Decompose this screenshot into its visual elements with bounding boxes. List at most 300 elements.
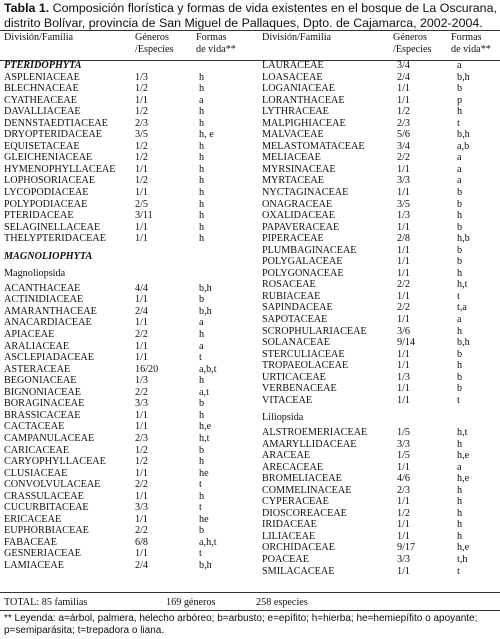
life-form: b — [457, 383, 463, 395]
family-name: GLEICHENIACEAE — [4, 152, 93, 164]
family-name: LOPHOSORIACEAE — [4, 175, 96, 187]
table-row — [4, 341, 254, 353]
genera-species: 1/1 — [397, 383, 411, 395]
table-row — [4, 410, 254, 422]
life-form: h — [199, 409, 205, 421]
table-row — [262, 95, 498, 107]
totals-rule — [0, 610, 500, 611]
genera-species: 1/1 — [397, 187, 411, 199]
family-name: STERCULIACEAE — [262, 348, 345, 360]
genera-species: 6/8 — [135, 536, 149, 548]
life-form: h — [199, 233, 205, 245]
genera-species: 1/3 — [135, 375, 149, 387]
table-row — [4, 199, 254, 211]
genera-species: 1/1 — [397, 83, 411, 95]
family-name: ACTINIDIACEAE — [4, 294, 84, 306]
family-name: TROPAEOLACEAE — [262, 360, 349, 372]
heading-text: Liliopsida — [262, 412, 304, 424]
table-row — [262, 256, 498, 268]
left-header — [4, 30, 254, 60]
life-form: a — [457, 163, 462, 175]
table-row — [262, 427, 498, 439]
division-heading — [4, 60, 254, 72]
table-row — [4, 548, 254, 560]
family-name: BORAGINACEAE — [4, 398, 85, 410]
family-name: IRIDACEAE — [262, 519, 317, 531]
table-row — [262, 314, 498, 326]
right-body — [262, 60, 498, 577]
genera-species: 1/2 — [135, 106, 149, 118]
table-row — [262, 519, 498, 531]
genera-species: 1/1 — [397, 221, 411, 233]
family-name: CARYOPHYLLACEAE — [4, 456, 106, 468]
genera-species: 1/2 — [135, 444, 149, 456]
header-generos — [135, 32, 173, 55]
table-row — [262, 462, 498, 474]
family-name: LAMIACEAE — [4, 559, 64, 571]
family-name: MYRSINACEAE — [262, 163, 336, 175]
life-form: h — [199, 163, 205, 175]
genera-species: 1/1 — [135, 548, 149, 560]
header-formas-right — [451, 32, 491, 55]
genera-species: 2/2 — [397, 152, 411, 164]
life-form: h — [457, 106, 463, 118]
table-row — [262, 233, 498, 245]
table-row — [4, 106, 254, 118]
life-form: t — [199, 352, 202, 364]
genera-species: 1/1 — [397, 314, 411, 326]
table-row — [4, 72, 254, 84]
header-formas — [196, 32, 236, 55]
table-row — [262, 222, 498, 234]
table-row — [262, 129, 498, 141]
family-name: DIOSCOREACEAE — [262, 507, 347, 519]
life-form: t — [199, 502, 202, 514]
table-row — [4, 83, 254, 95]
life-form: a — [457, 175, 462, 187]
genera-species: 1/2 — [135, 140, 149, 152]
genera-species: 1/1 — [397, 94, 411, 106]
genera-species: 16/20 — [135, 363, 159, 375]
family-name: MELIACEAE — [262, 152, 321, 164]
table-row — [262, 210, 498, 222]
table-row — [4, 233, 254, 245]
family-name: CUCURBITACEAE — [4, 502, 89, 514]
genera-species: 1/1 — [135, 340, 149, 352]
genera-species: 1/1 — [135, 467, 149, 479]
genera-species: 2/2 — [397, 302, 411, 314]
genera-species: 3/11 — [135, 210, 153, 222]
genera-species: 1/1 — [135, 94, 149, 106]
family-name: OXALIDACEAE — [262, 210, 335, 222]
life-form: t — [199, 548, 202, 560]
table-row — [4, 375, 254, 387]
genera-species: 1/1 — [397, 163, 411, 175]
family-name: SCROPHULARIACEAE — [262, 325, 367, 337]
family-name: ONAGRACEAE — [262, 198, 333, 210]
life-form: b,h — [199, 559, 212, 571]
table-row — [262, 439, 498, 451]
family-name: POACEAE — [262, 553, 309, 565]
genera-species: 2/5 — [135, 198, 149, 210]
life-form: b — [199, 294, 205, 306]
table-row — [262, 291, 498, 303]
family-name: CRASSULACEAE — [4, 490, 84, 502]
family-name: BLECHNACEAE — [4, 83, 79, 95]
table-row — [262, 152, 498, 164]
life-form: b — [457, 198, 463, 210]
table-row — [262, 199, 498, 211]
life-form: h — [457, 267, 463, 279]
header-familia: División/Familia — [4, 32, 74, 43]
total-familias: TOTAL: 85 familias — [4, 597, 88, 608]
genera-species: 3/4 — [397, 60, 411, 71]
family-name: ASTERACEAE — [4, 363, 71, 375]
family-name: POLYPODIACEAE — [4, 198, 88, 210]
life-form: h,e — [457, 450, 470, 462]
genera-species: 5/6 — [397, 129, 411, 141]
genera-species: 3/5 — [135, 129, 149, 141]
table-row — [4, 364, 254, 376]
genera-species: 2/3 — [135, 117, 149, 129]
family-name: ALSTROEMERIACEAE — [262, 426, 368, 438]
life-form: h — [199, 490, 205, 502]
table-row — [4, 317, 254, 329]
life-form: h — [199, 198, 205, 210]
table-row — [4, 152, 254, 164]
family-name: BROMELIACEAE — [262, 473, 342, 485]
family-name: ROSACEAE — [262, 279, 316, 291]
family-name: CONVOLVULACEAE — [4, 479, 101, 491]
genera-species: 1/3 — [397, 210, 411, 222]
genera-species: 4/4 — [135, 282, 149, 294]
right-column — [262, 30, 498, 577]
family-name: CYPERACEAE — [262, 496, 329, 508]
genera-species: 2/3 — [135, 432, 149, 444]
life-form: b — [457, 187, 463, 199]
genera-species: 1/3 — [397, 371, 411, 383]
life-form: h — [199, 221, 205, 233]
genera-species: 1/1 — [397, 348, 411, 360]
genera-species: 3/3 — [397, 553, 411, 565]
table-row — [262, 531, 498, 543]
genera-species: 3/6 — [397, 325, 411, 337]
genera-species: 2/2 — [135, 479, 149, 491]
table-row — [262, 187, 498, 199]
family-name: BRASSICACEAE — [4, 409, 81, 421]
genera-species: 1/1 — [397, 244, 411, 256]
family-name: SAPINDACEAE — [262, 302, 333, 314]
table-row — [4, 129, 254, 141]
table-row — [4, 491, 254, 503]
life-form: b — [457, 83, 463, 95]
life-form: h — [457, 438, 463, 450]
table-row — [4, 537, 254, 549]
life-form: h — [199, 83, 205, 95]
life-form: h — [457, 530, 463, 542]
life-form: b — [457, 221, 463, 233]
family-name: LYCOPODIACEAE — [4, 187, 89, 199]
class-heading — [262, 412, 498, 424]
life-form: t — [457, 117, 460, 129]
total-especies: 258 especies — [256, 597, 308, 608]
table-row — [262, 175, 498, 187]
life-form: p — [457, 94, 463, 106]
life-form: a — [199, 317, 204, 329]
family-name: LORANTHACEAE — [262, 94, 345, 106]
life-form: h,e — [457, 473, 470, 485]
family-name: AMARANTHACEAE — [4, 305, 97, 317]
family-name: CACTACEAE — [4, 421, 65, 433]
genera-species: 2/2 — [135, 386, 149, 398]
table-row — [4, 502, 254, 514]
family-name: COMMELINACEAE — [262, 484, 352, 496]
family-name: DAVALLIACEAE — [4, 106, 81, 118]
caption-text: Composición florística y formas de vida existentes en el bosque de La Oscurana, distrito Bolívar, provincia de San Miguel de Pallaques, Dpto. de Cajamarca, 2002-2004. — [4, 1, 497, 30]
life-form: a — [457, 152, 462, 164]
family-name: CARICACEAE — [4, 444, 70, 456]
life-form: h — [457, 519, 463, 531]
life-form: h,t — [457, 426, 468, 438]
family-name: CAMPANULACEAE — [4, 432, 95, 444]
family-name: CYATHEACEAE — [4, 94, 78, 106]
family-name: ARECACEAE — [262, 461, 324, 473]
genera-species: 1/2 — [135, 175, 149, 187]
family-name: ASCLEPIADACEAE — [4, 352, 94, 364]
heading-text: MAGNOLIOPHYTA — [4, 250, 93, 262]
genera-species: 2/4 — [135, 305, 149, 317]
life-form: h — [199, 456, 205, 468]
family-name: FABACEAE — [4, 536, 58, 548]
table-row — [4, 222, 254, 234]
life-form: h,e — [457, 542, 470, 554]
table-row — [4, 283, 254, 295]
life-form: t — [457, 290, 460, 302]
genera-species: 3/3 — [135, 502, 149, 514]
life-form: h — [199, 71, 205, 83]
genera-species: 1/1 — [135, 317, 149, 329]
table-row — [262, 60, 498, 72]
life-form: b,h — [199, 305, 212, 317]
table-row — [4, 514, 254, 526]
life-form: b,h — [457, 129, 470, 141]
genera-species: 1/1 — [135, 490, 149, 502]
life-form: b — [457, 256, 463, 268]
genera-species: 2/4 — [397, 71, 411, 83]
table-row — [262, 542, 498, 554]
table-caption — [4, 1, 498, 30]
life-form: h — [199, 329, 205, 341]
life-form: he — [199, 467, 209, 479]
table-row — [262, 118, 498, 130]
family-name: VITACEAE — [262, 394, 313, 406]
life-form: h — [199, 117, 205, 129]
header-generos-1-right: Géneros — [393, 32, 427, 43]
family-name: SOLANACEAE — [262, 337, 330, 349]
genera-species: 1/2 — [135, 83, 149, 95]
division-heading — [4, 251, 254, 263]
table-row — [4, 306, 254, 318]
life-form: h — [457, 210, 463, 222]
family-name: LILIACEAE — [262, 530, 316, 542]
family-name: ASPLENIACEAE — [4, 71, 80, 83]
family-name: GESNERIACEAE — [4, 548, 81, 560]
table-row — [4, 294, 254, 306]
table-row — [4, 445, 254, 457]
genera-species: 1/1 — [135, 233, 149, 245]
life-form: b,h — [457, 71, 470, 83]
table-row — [4, 118, 254, 130]
family-name: NYCTAGINACEAE — [262, 187, 349, 199]
table-row — [262, 383, 498, 395]
left-body — [4, 60, 254, 572]
table-row — [4, 210, 254, 222]
heading-text: PTERIDOPHYTA — [4, 60, 82, 71]
genera-species: 2/4 — [135, 559, 149, 571]
life-form: h — [199, 152, 205, 164]
table-row — [262, 83, 498, 95]
table-row — [4, 329, 254, 341]
genera-species: 1/1 — [397, 290, 411, 302]
life-form: h,t — [457, 279, 468, 291]
table-row — [4, 468, 254, 480]
genera-species: 4/6 — [397, 473, 411, 485]
genera-species: 1/3 — [135, 71, 149, 83]
family-name: PIPERACEAE — [262, 233, 324, 245]
genera-species: 1/1 — [397, 565, 411, 577]
table-row — [262, 473, 498, 485]
table-row — [262, 268, 498, 280]
family-name: POLYGALACEAE — [262, 256, 343, 268]
family-name: HYMENOPHYLLACEAE — [4, 163, 116, 175]
table-row — [4, 525, 254, 537]
right-header — [262, 30, 498, 60]
genera-species: 1/2 — [135, 152, 149, 164]
family-name: BIGNONIACEAE — [4, 386, 81, 398]
family-name: DENNSTAEDTIACEAE — [4, 117, 108, 129]
family-name: MYRTACEAE — [262, 175, 324, 187]
life-form: b — [199, 525, 205, 537]
table-row — [262, 554, 498, 566]
header-generos-2-right: /Especies — [393, 43, 432, 55]
genera-species: 1/2 — [135, 456, 149, 468]
table-row — [4, 456, 254, 468]
header-generos-right — [393, 32, 431, 55]
family-name: POLYGONACEAE — [262, 267, 344, 279]
genera-species: 2/3 — [397, 484, 411, 496]
genera-species: 1/1 — [135, 221, 149, 233]
life-form: b — [457, 244, 463, 256]
life-form: b — [457, 348, 463, 360]
family-name: MELASTOMATACEAE — [262, 140, 365, 152]
header-generos-2: /Especies — [135, 43, 174, 55]
table-row — [262, 337, 498, 349]
header-formas-2: de vida** — [196, 43, 236, 55]
family-name: PAPAVERACEAE — [262, 221, 340, 233]
family-name: CLUSIACEAE — [4, 467, 68, 479]
table-row — [262, 72, 498, 84]
family-name: RUBIACEAE — [262, 290, 321, 302]
genera-species: 2/2 — [135, 525, 149, 537]
genera-species: 2/3 — [397, 117, 411, 129]
left-column — [4, 30, 254, 572]
genera-species: 1/2 — [397, 106, 411, 118]
table-row — [262, 485, 498, 497]
genera-species: 3/3 — [135, 398, 149, 410]
life-form: a,b,t — [199, 363, 217, 375]
life-form: h — [199, 106, 205, 118]
table-row — [4, 141, 254, 153]
life-form: h — [199, 375, 205, 387]
life-form: a,b — [457, 140, 470, 152]
life-form: t,a — [457, 302, 467, 314]
bottom-rule — [0, 592, 500, 593]
life-form: a — [457, 461, 462, 473]
life-form: h — [199, 140, 205, 152]
header-familia-right: División/Familia — [262, 32, 332, 43]
life-form: h — [199, 187, 205, 199]
table-row — [262, 326, 498, 338]
life-form: t — [457, 394, 460, 406]
family-name: MALPIGHIACEAE — [262, 117, 346, 129]
life-form: he — [199, 513, 209, 525]
genera-species: 1/1 — [397, 496, 411, 508]
genera-species: 1/1 — [397, 461, 411, 473]
family-name: ACANTHACEAE — [4, 282, 81, 294]
table-row — [4, 352, 254, 364]
genera-species: 1/1 — [397, 530, 411, 542]
genera-species: 1/1 — [135, 513, 149, 525]
family-name: DRYOPTERIDACEAE — [4, 129, 102, 141]
genera-species: 9/17 — [397, 542, 416, 554]
genera-species: 1/1 — [397, 267, 411, 279]
legend-note: ** Leyenda: a=árbol, palmera, helecho arbóreo; b=arbusto; e=epífito; h=hierba; he=hemiepífito o apoyante; p=semiparásita; t=trepadora o liana. — [4, 613, 478, 636]
life-form: t,h — [457, 553, 468, 565]
table-row — [262, 496, 498, 508]
family-name: SAPOTACEAE — [262, 314, 328, 326]
table-row — [262, 360, 498, 372]
life-form: t — [457, 565, 460, 577]
family-name: AMARYLLIDACEAE — [262, 438, 357, 450]
life-form: h, e — [199, 129, 214, 141]
table-row — [262, 508, 498, 520]
life-form: a,h,t — [199, 536, 217, 548]
life-form: a — [199, 340, 204, 352]
life-form: h — [457, 484, 463, 496]
life-form: a — [457, 314, 462, 326]
life-form: h — [199, 175, 205, 187]
table-row — [4, 175, 254, 187]
genera-species: 1/1 — [135, 294, 149, 306]
life-form: h,b — [457, 233, 470, 245]
table-row — [262, 106, 498, 118]
genera-species: 1/5 — [397, 450, 411, 462]
life-form: h — [457, 360, 463, 372]
genera-species: 3/5 — [397, 198, 411, 210]
genera-species: 1/1 — [135, 352, 149, 364]
table-row — [262, 349, 498, 361]
genera-species: 2/8 — [397, 233, 411, 245]
family-name: ARACEAE — [262, 450, 311, 462]
life-form: h,e — [199, 421, 212, 433]
table-row — [262, 450, 498, 462]
genera-species: 1/1 — [135, 421, 149, 433]
table-row — [262, 164, 498, 176]
life-form: b,h — [457, 337, 470, 349]
table-row — [4, 421, 254, 433]
family-name: PLUMBAGINACEAE — [262, 244, 357, 256]
family-name: ERICACEAE — [4, 513, 62, 525]
